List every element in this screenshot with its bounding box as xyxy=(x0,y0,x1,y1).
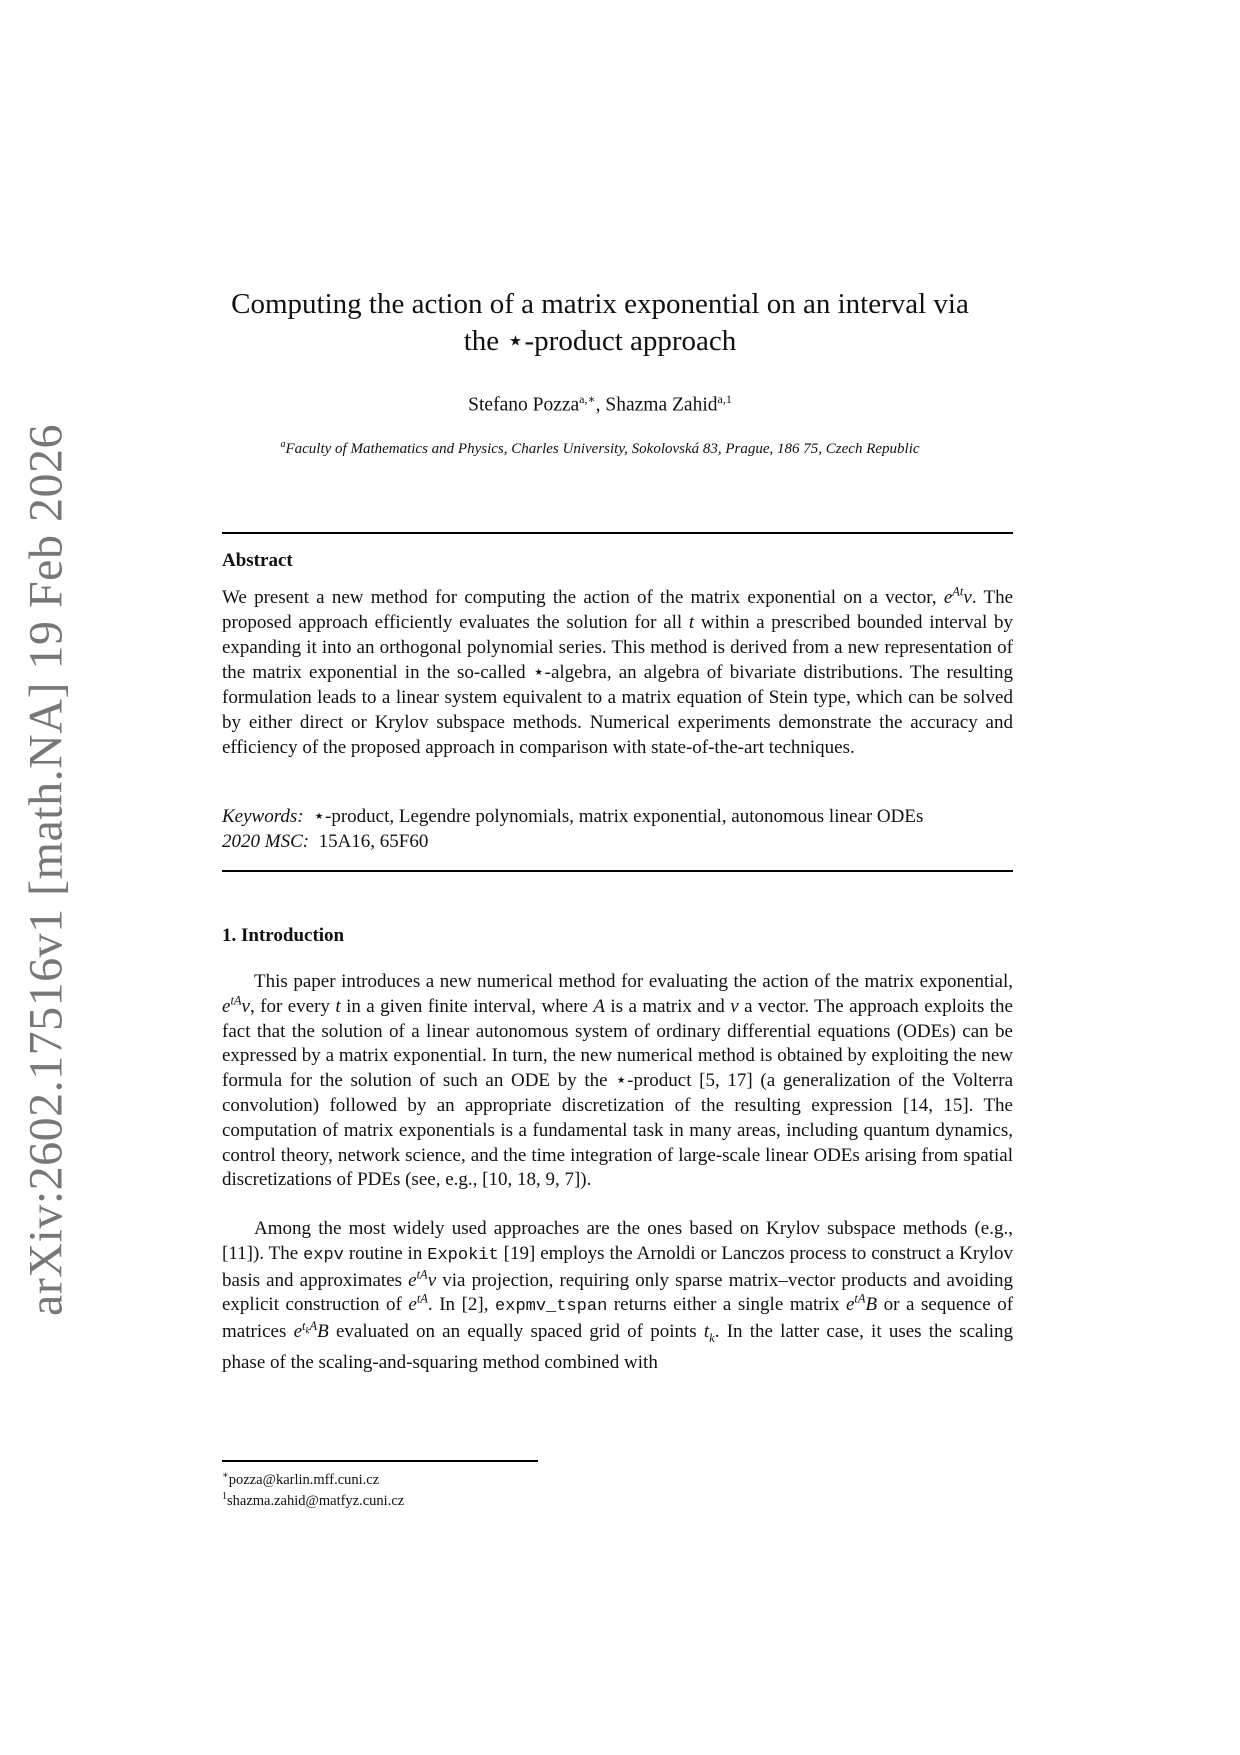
math-superscript: At xyxy=(952,584,964,599)
footnote-mark: 1 xyxy=(222,1491,227,1502)
top-divider xyxy=(222,532,1013,534)
abstract-text xyxy=(222,585,1013,760)
math-superscript: tA xyxy=(854,1292,866,1307)
author-separator: , xyxy=(595,394,606,416)
abstract-text-segment: We present a new method for computing the action of the matrix exponential on a vector, xyxy=(222,587,944,608)
author-list xyxy=(200,392,1000,417)
math-superscript: tA xyxy=(416,1267,428,1282)
math-symbol: v xyxy=(730,995,739,1017)
math-superscript-part: A xyxy=(309,1318,318,1333)
math-symbol: e xyxy=(943,587,953,608)
abstract-text-segment: within a prescribed bounded interval by expanding it into an orthogonal polynomial series. This method is derived from a new representation of the matrix exponential in the so-called ⋆-algebra, an algebra of bivariate distributions. The resulting formulation leads to a linear system equivalent to a matrix equation of Stein type, which can be solved by either direct or Krylov subspace methods. Numerical experiments demonstrate the accuracy and efficiency of the proposed approach in comparison with state-of-the-art techniques. xyxy=(222,612,1013,758)
msc-text: 15A16, 65F60 xyxy=(318,831,429,852)
math-symbol: v xyxy=(241,995,250,1017)
author-name: Shazma Zahid xyxy=(605,394,718,416)
keywords xyxy=(222,804,1013,829)
math-symbol: t xyxy=(335,995,341,1017)
abstract-heading: Abstract xyxy=(222,550,293,571)
text-segment: , for every xyxy=(249,995,336,1017)
footnote-email: shazma.zahid@matfyz.cuni.cz xyxy=(227,1492,405,1509)
text-segment: [19] employs the Arnoldi or Lanczos process to construct a Krylov basis and approximates xyxy=(222,1242,1013,1291)
math-symbol: t xyxy=(688,612,695,633)
intro-paragraph-1 xyxy=(222,970,1013,1193)
math-superscript xyxy=(302,1318,318,1336)
text-segment: via projection, requiring only sparse matrix–vector products and avoiding explicit construction of xyxy=(222,1269,1013,1316)
text-segment: Among the most widely used approaches are the ones based on Krylov subspace methods (e.g., [11]). The xyxy=(222,1218,1013,1264)
author-name: Stefano Pozza xyxy=(468,394,580,416)
affiliation-text: Faculty of Mathematics and Physics, Charles University, Sokolovská 83, Prague, 186 75, Czech Republic xyxy=(285,441,920,457)
text-segment: evaluated on an equally spaced grid of points xyxy=(328,1321,704,1343)
math-symbol: B xyxy=(865,1294,878,1316)
title-line-1: Computing the action of a matrix exponential on an interval via xyxy=(231,288,969,320)
math-superscript: tA xyxy=(230,993,242,1008)
math-symbol: B xyxy=(317,1321,329,1343)
author-affiliation-mark: a,∗ xyxy=(579,392,596,406)
text-segment: is a matrix and xyxy=(604,995,731,1017)
msc-label: 2020 MSC: xyxy=(222,831,310,852)
footnote-email: pozza@karlin.mff.cuni.cz xyxy=(228,1471,380,1488)
keywords-text: ⋆-product, Legendre polynomials, matrix exponential, autonomous linear ODEs xyxy=(313,806,924,827)
bottom-divider xyxy=(222,870,1013,872)
code-term: expv xyxy=(303,1245,344,1265)
abstract-text-segment: . The proposed approach efficiently evaluates the solution for all xyxy=(222,587,1013,633)
math-superscript: tA xyxy=(416,1292,428,1307)
math-symbol: e xyxy=(222,995,231,1017)
author-affiliation-mark: a,1 xyxy=(717,392,732,406)
section-heading: 1. Introduction xyxy=(222,925,345,946)
title-line-2: the ⋆-product approach xyxy=(463,325,737,357)
msc-classification xyxy=(222,829,1013,854)
math-symbol: t xyxy=(703,1321,710,1343)
text-segment: . In the latter case, it uses the scaling phase of the scaling-and-squaring method combined with xyxy=(222,1321,1013,1373)
math-superscript-part: t xyxy=(302,1318,306,1333)
intro-paragraph-2 xyxy=(222,1217,1013,1376)
math-symbol: e xyxy=(408,1294,417,1316)
footnote-divider xyxy=(222,1460,538,1462)
affiliation xyxy=(160,439,1040,458)
code-term: Expokit xyxy=(427,1245,499,1265)
text-segment: in a given finite interval, where xyxy=(340,995,594,1017)
footnote-2 xyxy=(222,1487,404,1511)
math-symbol: A xyxy=(593,995,605,1017)
text-segment: routine in xyxy=(343,1242,428,1264)
text-segment: a vector. The approach exploits the fact that the solution of a linear autonomous system of ordinary differential equations (ODEs) can be expressed by a matrix exponential. In turn, the new numerical method is obtained by exploiting the new formula for the solution of such an ODE by the ⋆-product [5, 17] (a generalization of the Volterra convolution) followed by an appropriate discretization of the resulting expression [14, 15]. The computation of matrix exponentials is a fundamental task in many areas, including quantum dynamics, control theory, network science, and the time integration of large-scale linear ODEs arising from spatial discretizations of PDEs (see, e.g., [10, 18, 9, 7]). xyxy=(222,995,1013,1191)
math-symbol: v xyxy=(427,1269,437,1291)
text-segment: This paper introduces a new numerical method for evaluating the action of the matrix exponential, xyxy=(254,971,1013,992)
text-segment: or a sequence of matrices xyxy=(222,1294,1014,1343)
math-symbol: e xyxy=(293,1321,303,1343)
paper-title xyxy=(160,286,1040,360)
text-segment: . In [2], xyxy=(427,1294,496,1316)
arxiv-sidebar xyxy=(8,424,84,1316)
keywords-label: Keywords: xyxy=(222,806,304,827)
math-symbol: v xyxy=(963,587,972,608)
text-segment: returns either a single matrix xyxy=(607,1294,846,1316)
affiliation-mark: a xyxy=(280,439,286,450)
footnote-mark: ∗ xyxy=(222,1470,229,1481)
arxiv-identifier: arXiv:2602.17516v1 [math.NA] 19 Feb 2026 xyxy=(19,424,73,1316)
math-subscript: k xyxy=(305,1325,310,1336)
math-subscript: k xyxy=(709,1330,715,1345)
math-symbol: e xyxy=(408,1269,417,1291)
code-term: expmv_tspan xyxy=(495,1297,608,1317)
math-symbol: e xyxy=(845,1294,855,1316)
